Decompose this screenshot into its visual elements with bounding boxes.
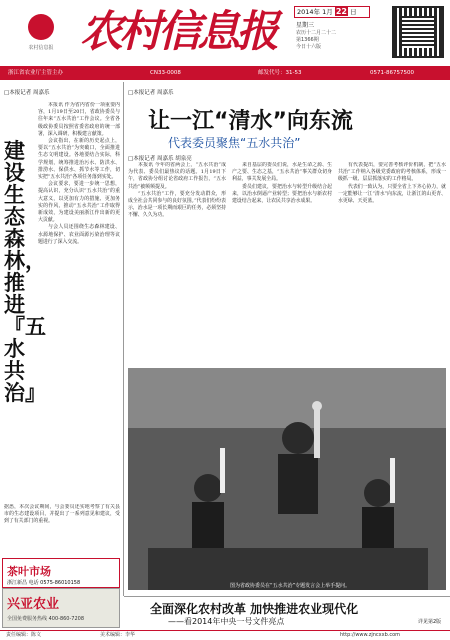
- ad-title: 兴亚农业: [7, 597, 60, 612]
- ad-title: 茶叶市场: [7, 565, 51, 578]
- bottom-headline[interactable]: 全面深化农村改革 加快推进农业现代化: [150, 602, 359, 616]
- advertisement[interactable]: [2, 558, 120, 588]
- paragraph: 来自基层的委员们说，水是生命之源、生产之要、生态之基，“五水共治”事关群众切身利益，事关发展全局。: [232, 162, 332, 183]
- issue-info-line: 今日十六版: [296, 44, 322, 50]
- bottom-subhead: ——看2014年中央一号文件亮点: [168, 617, 285, 626]
- date-month: 1月: [322, 8, 333, 16]
- date-year: 2014年: [297, 8, 321, 16]
- main-article-column: [232, 162, 332, 362]
- left-byline: □本报记者 周嘉乐: [4, 90, 50, 96]
- masthead: [0, 0, 450, 72]
- ad-line: 浙江新昌 电话 0575-86010158: [7, 580, 81, 586]
- paragraph: 本报讯 今年的省两会上，“五水共治”成为代表、委员们最热议的话题。1月19日下午，省政协分组讨论省政府工作报告，“五水共治”被频频提及。: [128, 162, 226, 190]
- date-day-suffix: 日: [350, 8, 357, 16]
- photo-caption: 图为省政协委员在“五水共治”专题发言会上举手提问。: [230, 583, 351, 589]
- news-photo[interactable]: [128, 368, 446, 590]
- continued-on-page[interactable]: 详见第2版: [418, 619, 442, 625]
- issue-date: [294, 6, 370, 18]
- weekday: 星期三: [296, 22, 315, 29]
- main-article-column: [128, 162, 226, 362]
- footer-website[interactable]: http://www.zjncxxb.com: [340, 632, 401, 638]
- page-footer: [0, 630, 450, 640]
- newspaper-title: 农村信息报: [80, 7, 275, 57]
- main-headline[interactable]: 让一江“清水”向东流: [148, 109, 353, 134]
- left-article-body: [38, 102, 120, 497]
- left-column: [0, 82, 122, 630]
- left-headline[interactable]: 建设生态森林，推进『五水共治』: [4, 139, 46, 405]
- issue-info-line: 第1366期: [296, 37, 319, 43]
- issn-number: CN33-0008: [150, 70, 181, 76]
- column-divider: [123, 82, 124, 596]
- left-article-continuation: 据悉，本次会议期间，与会委员还实地考察了有关县市的生态建设项目，并提出了一系列意见和建议，受到了有关部门的重视。: [4, 504, 120, 525]
- paragraph: 代表们一致认为，只要全省上下齐心协力，就一定能够让一江“清水”向东流，让浙江的山更青、水更绿、天更蓝。: [338, 183, 446, 205]
- paragraph: 会议指出，在新的历史起点上，要以“五水共治”为突破口，全面推进生态文明建设。各地要结合实际，科学规划，统筹推进治污水、防洪水、排涝水、保供水、抓节水等工作，切实把“五水共治”各项任务落到实处。: [38, 138, 120, 181]
- section-divider: [124, 596, 450, 597]
- main-article-column: [338, 162, 446, 362]
- logo-emblem-icon: [28, 14, 54, 40]
- publisher-bar: [0, 66, 450, 80]
- paragraph: 委员们建议，要把治水与转型升级结合起来，以治水倒逼产业转型；要把治水与新农村建设结合起来，让农民共享治水成果。: [232, 183, 332, 205]
- footer-editor: 责任编辑：陈文: [6, 632, 42, 638]
- ad-line: 全国免费服务热线 400-860-7208: [7, 616, 85, 622]
- advertisement[interactable]: [2, 588, 120, 628]
- contact-phone: 0571-86757500: [370, 70, 414, 76]
- qr-code-icon[interactable]: [392, 6, 444, 58]
- paragraph: “五水共治”工作，要充分发动群众，形成全社会共同参与的良好氛围。”代表们纷纷表示，治水是一项长期而艰巨的任务，必须坚持不懈、久久为功。: [128, 190, 226, 219]
- paragraph: 与会人员还围绕生态森林建设、水源地保护、农业面源污染治理等议题进行了深入交流。: [38, 224, 120, 245]
- issue-info: [296, 30, 376, 51]
- main-byline: □本报记者 周嘉乐: [128, 90, 174, 96]
- photo-illustration: [128, 368, 446, 590]
- logo-caption: 农村信息报: [28, 45, 54, 51]
- footer-designer: 美术编辑：李华: [100, 632, 136, 638]
- paragraph: 有代表提出，要完善考核评价机制，把“五水共治”工作纳入各级党委政府的考核体系，形成一级抓一级、层层抓落实的工作格局。: [338, 162, 446, 183]
- newspaper-logo: [6, 8, 76, 58]
- paragraph: 会议要求，要进一步统一思想，提高认识，充分认识“五水共治”的重大意义，以更加有力的措施、更加务实的作风，推动“五水共治”工作取得新成效，为建设美丽浙江作出新的更大贡献。: [38, 181, 120, 224]
- main-meta: □本报记者 周嘉乐 胡泉亮: [128, 156, 192, 162]
- date-day: 22: [335, 7, 347, 16]
- main-subhead: 代表委员聚焦“五水共治”: [168, 136, 301, 150]
- publisher: 浙江省农业厅主管主办: [8, 70, 64, 76]
- paragraph: 本报讯 作为省内省份一项重要内容，1月19日至20日，省政协委员与往年来“五水共治”工作会议。全省各级政协委员按照省委省政府的统一部署，深入调研，积极建言献策。: [38, 102, 120, 137]
- issue-info-line: 农历十二月二十二: [296, 30, 337, 36]
- postal-code: 邮发代号：31-53: [258, 70, 302, 76]
